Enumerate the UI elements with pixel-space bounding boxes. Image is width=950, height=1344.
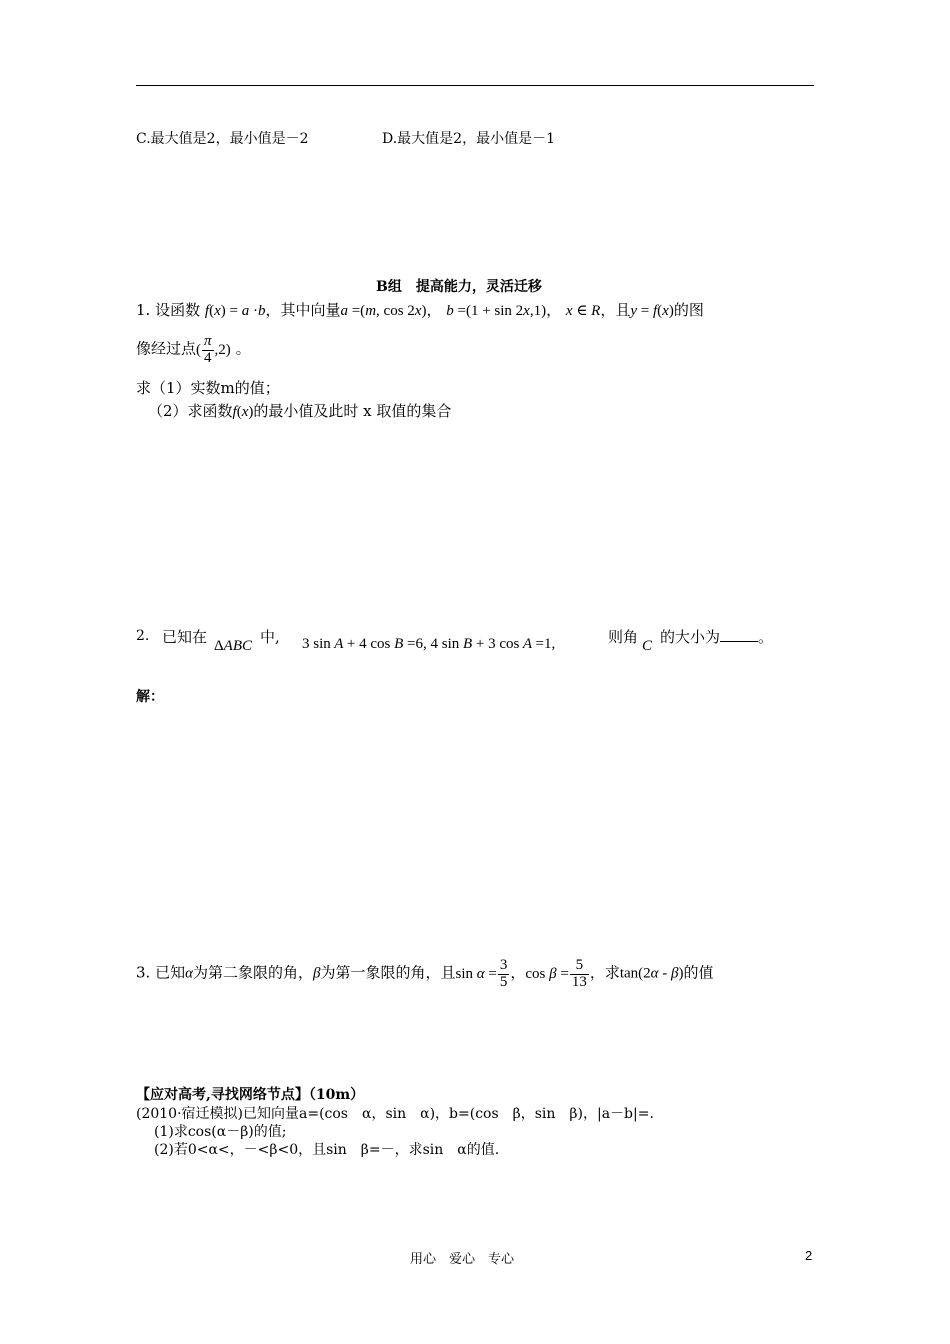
q1-part2-a: （2）求函数 xyxy=(148,402,233,420)
q1-line1 xyxy=(136,299,704,320)
q2-text-1: 已知在 xyxy=(162,628,208,646)
formula-triangle-abc: ΔABC xyxy=(214,638,252,654)
q1-part1: 求（1）实数m的值； xyxy=(136,379,280,397)
q2-text-4 xyxy=(660,626,773,647)
formula-fx-dot: f(x) = a ·b xyxy=(204,303,266,319)
formula-angle-c: C xyxy=(642,638,653,654)
q1-part2 xyxy=(148,400,451,421)
formula-trig-equations: 3 sin A + 4 cos B =6, 4 sin B + 3 cos A =1, xyxy=(302,636,556,652)
exam-line-3: (2)若0<α<，－<β<0，且sin β=－，求sin α的值. xyxy=(154,1142,500,1158)
q2-number: 2. xyxy=(136,628,150,644)
exam-line-1: (2010·宿迁模拟)已知向量a=(cos α，sin α)，b=(cos β，sin β)，|a－b|=. xyxy=(136,1106,654,1122)
formula-vector-a: a =(m, cos 2x) xyxy=(340,303,427,319)
header-rule xyxy=(136,85,814,86)
formula-fx: f(x) xyxy=(232,404,254,420)
option-c: C.最大值是2，最小值是－2 xyxy=(136,131,309,147)
q1-number: 1. xyxy=(136,301,151,319)
q3-text-6: 的值 xyxy=(683,963,714,982)
formula-x-in-r: x ∈ R xyxy=(565,303,601,319)
q2-text-5: 。 xyxy=(758,628,774,646)
section-b-title: B组 提高能力，灵活迁移 xyxy=(376,279,542,295)
q2-solution-label: 解： xyxy=(136,689,164,705)
q2-text-3: 则角 xyxy=(608,628,639,646)
q3-line xyxy=(136,958,714,991)
exam-section-title: 【应对高考,寻找网络节点】（10m） xyxy=(136,1087,365,1103)
q2-text-2: 中, xyxy=(260,628,280,646)
q1-line2 xyxy=(136,334,251,367)
q1-text-2: ，其中向量 xyxy=(265,301,341,319)
footer-slogan: 用心 爱心 专心 xyxy=(410,1252,515,1267)
q1-text-1: 设函数 xyxy=(155,301,201,319)
q3-text-4: ， xyxy=(510,963,526,982)
q3-text-5: ，求 xyxy=(589,963,620,982)
q1-text-8: 。 xyxy=(235,339,251,358)
formula-tan: tan(2α - β) xyxy=(619,965,684,982)
q1-text-3: ， xyxy=(426,301,442,319)
option-d: D.最大值是2，最小值是－1 xyxy=(382,131,555,147)
page-number: 2 xyxy=(805,1248,813,1263)
q1-text-4: ， xyxy=(546,301,562,319)
formula-cos-beta: cos β = $\frac{5}{13}$ xyxy=(525,957,587,990)
q3-text-1: 已知 xyxy=(155,963,186,982)
q3-number: 3. xyxy=(136,963,151,982)
q2-text-4-label: 的大小为 xyxy=(660,628,721,646)
formula-vector-b: b =(1 + sin 2x,1) xyxy=(446,303,547,319)
exam-line-2: (1)求cos(α－β)的值; xyxy=(154,1124,287,1140)
q1-text-5: ，且 xyxy=(600,301,631,319)
q3-text-3: 为第一象限的角，且 xyxy=(320,963,456,982)
q3-text-2: 为第二象限的角， xyxy=(192,963,313,982)
formula-alpha: α xyxy=(185,965,193,982)
q1-text-6: 的图 xyxy=(673,301,704,319)
q1-part2-b: 的最小值及此时 x 取值的集合 xyxy=(253,402,452,420)
formula-point: ( $\frac{\pi}{4}$ ,2) xyxy=(196,333,231,366)
formula-beta: β xyxy=(313,965,321,982)
answer-blank xyxy=(720,640,758,642)
formula-y-fx: y = f(x) xyxy=(630,303,674,319)
formula-sin-alpha: sin α = $\frac{3}{5}$ xyxy=(455,957,508,990)
q1-text-7: 像经过点 xyxy=(136,339,197,358)
